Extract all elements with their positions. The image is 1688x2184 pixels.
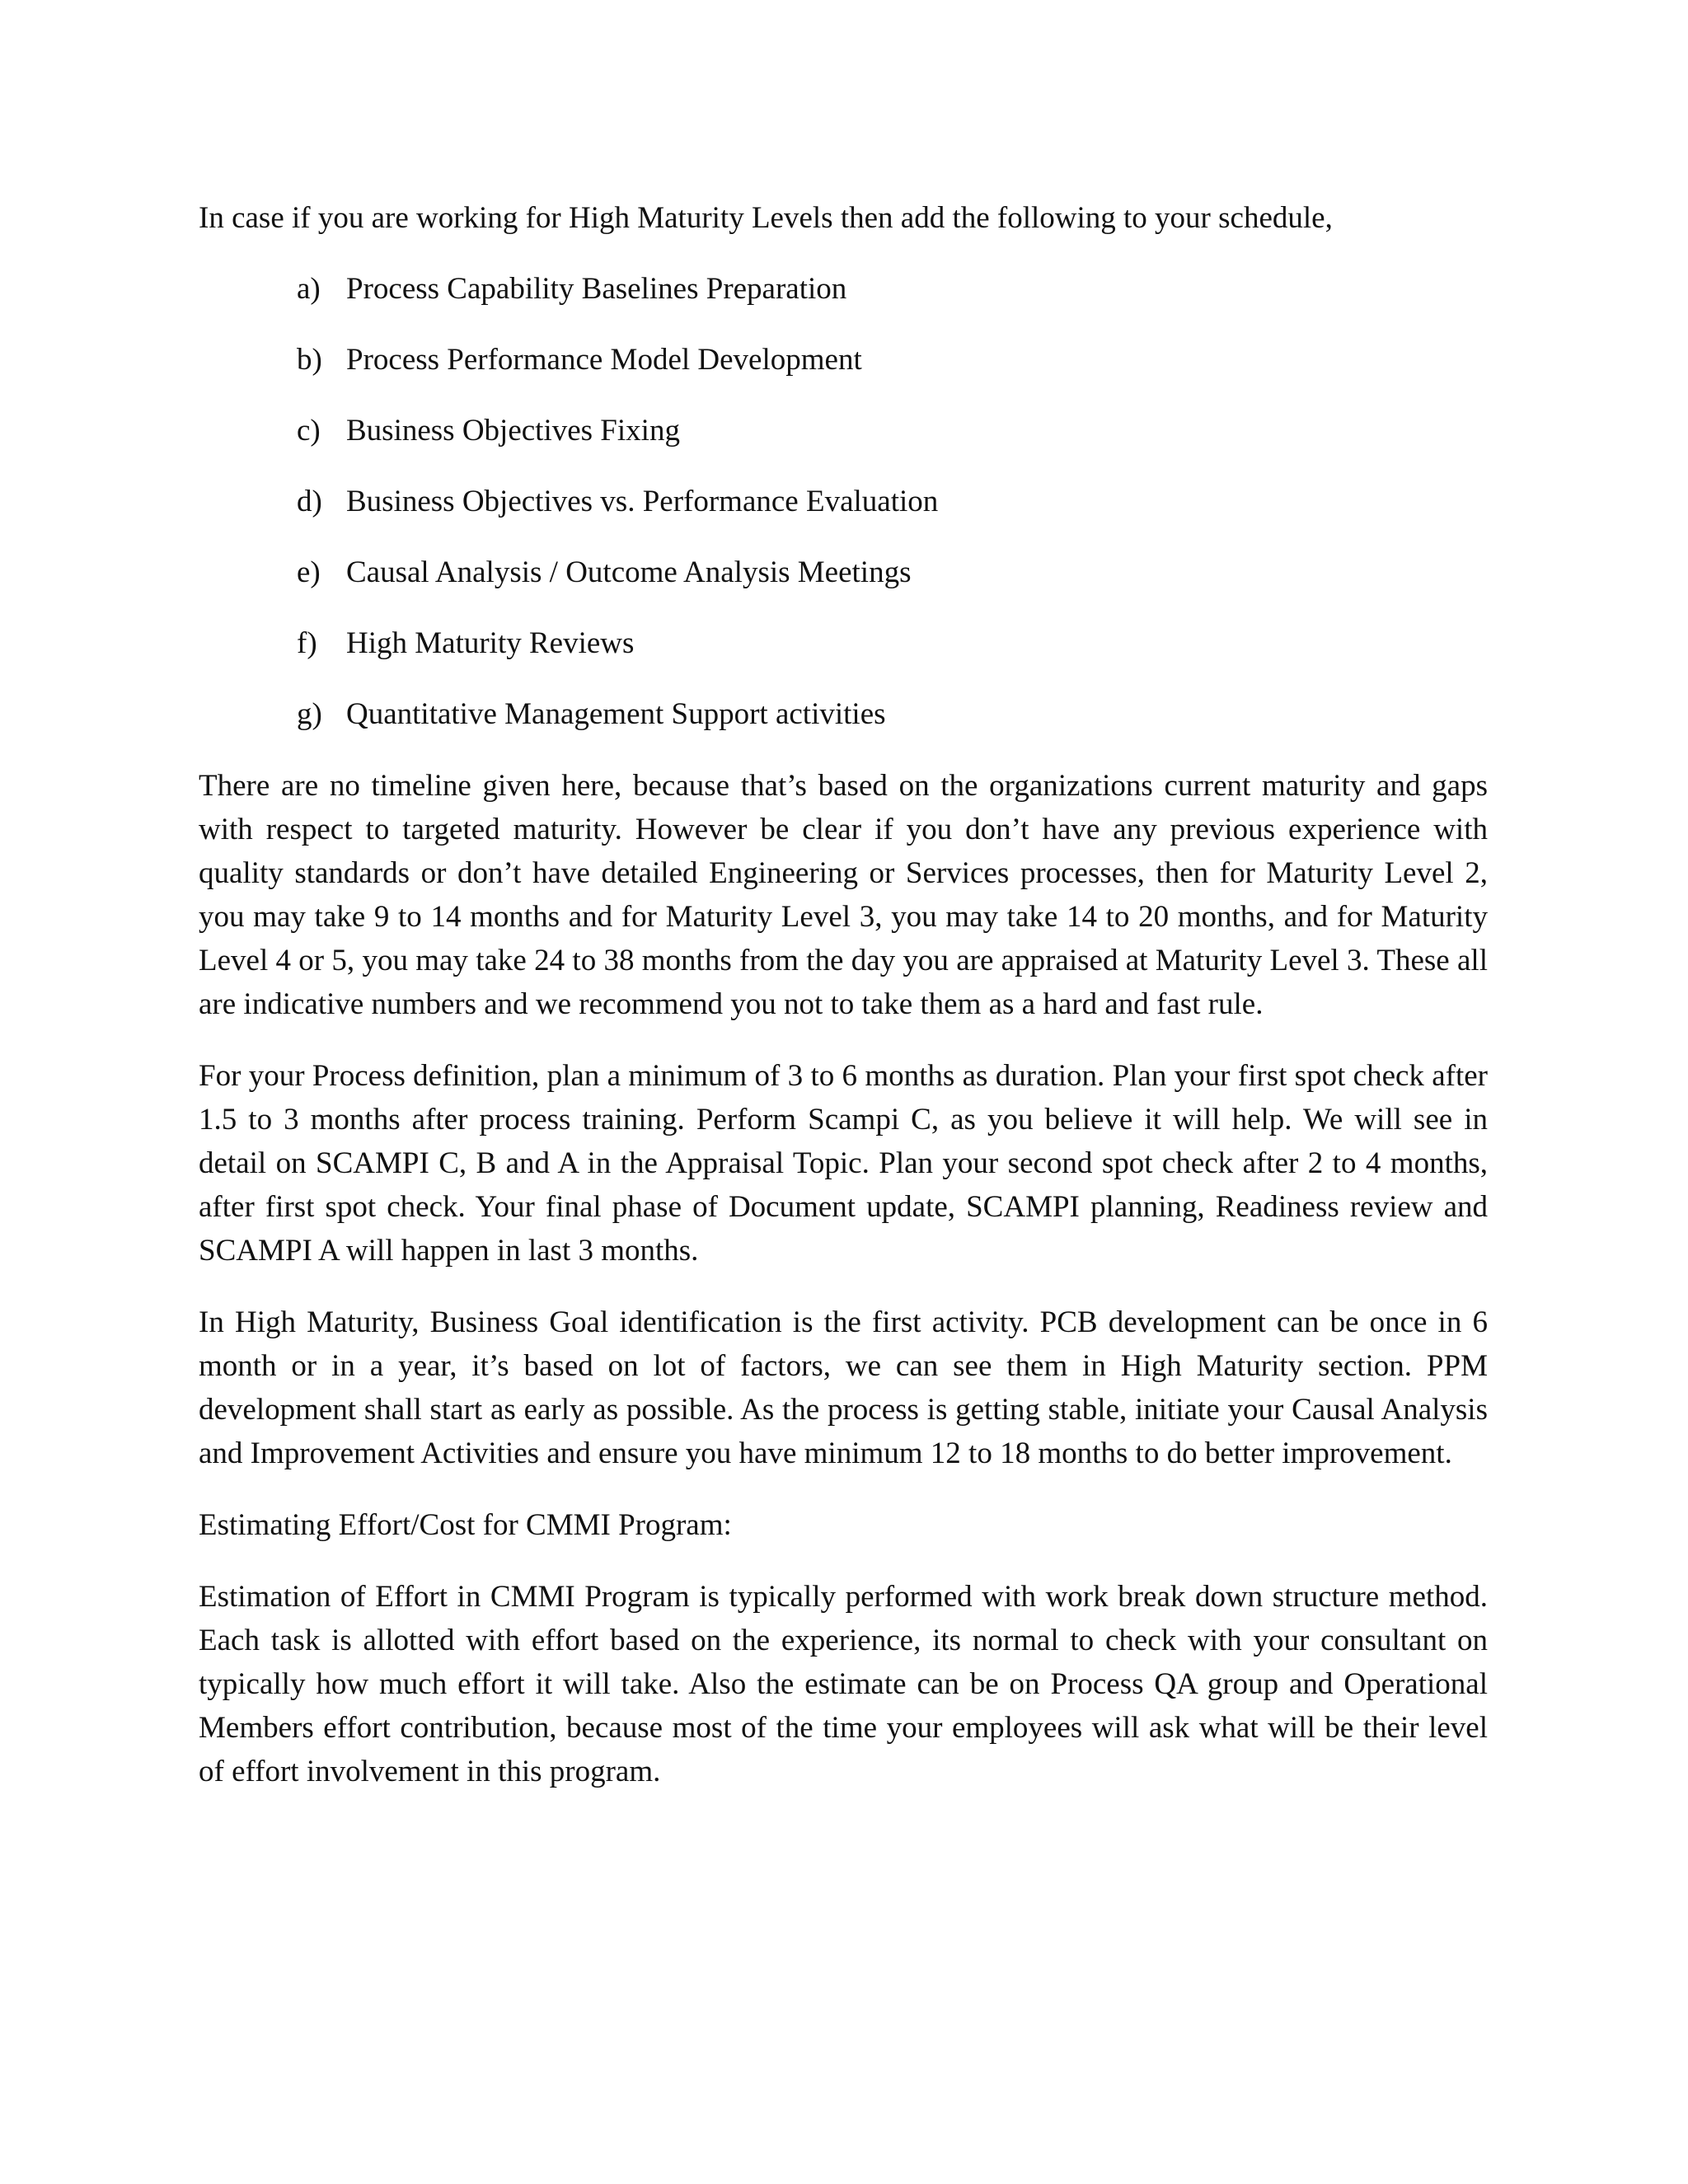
process-definition-paragraph: For your Process definition, plan a minimum of 3 to 6 months as duration. Plan your first spot check after 1.5 to 3 months after process training. Perform Scampi C, as you believe it will help. We will see in detail on SCAMPI C, B and A in the Appraisal Topic. Plan your second spot check after 2 to 4 months, after first spot check. Your final phase of Document update, SCAMPI planning, Readiness review and SCAMPI A will happen in last 3 months. — [199, 1059, 1488, 1268]
list-item — [199, 551, 1488, 594]
list-item — [199, 480, 1488, 523]
list-item — [199, 338, 1488, 382]
list-item — [199, 267, 1488, 311]
timeline-paragraph: There are no timeline given here, because that’s based on the organizations current maturity and gaps with respect to targeted maturity. However be clear if you don’t have any previous experience with quality standards or don’t have detailed Engineering or Services processes, then for Maturity Level 2, you may take 9 to 14 months and for Maturity Level 3, you may take 14 to 20 months, and for Maturity Level 4 or 5, you may take 24 to 38 months from the day you are appraised at Maturity Level 3. These all are indicative numbers and we recommend you not to take them as a hard and fast rule. — [199, 769, 1488, 1021]
list-item-text: Business Objectives vs. Performance Evaluation — [346, 485, 939, 518]
list-marker: e) — [297, 555, 321, 589]
list-item — [199, 621, 1488, 665]
list-marker: f) — [297, 626, 317, 660]
estimation-paragraph: Estimation of Effort in CMMI Program is typically performed with work break down structure method. Each task is allotted with effort based on the experience, its normal to check with your consultant on typically how much effort it will take. Also the estimate can be on Process QA group and Operational Members effort contribution, because most of the time your employees will ask what will be their level of effort involvement in this program. — [199, 1580, 1488, 1788]
list-marker: c) — [297, 414, 321, 448]
list-item-text: Business Objectives Fixing — [346, 414, 680, 448]
list-marker: g) — [297, 697, 322, 731]
list-item-text: High Maturity Reviews — [346, 626, 635, 660]
high-maturity-activity-list — [199, 267, 1488, 736]
intro-paragraph: In case if you are working for High Maturity Levels then add the following to your schedule, — [199, 201, 1333, 235]
list-marker: d) — [297, 485, 322, 518]
section-heading: Estimating Effort/Cost for CMMI Program: — [199, 1508, 732, 1542]
list-marker: a) — [297, 272, 321, 306]
high-maturity-paragraph: In High Maturity, Business Goal identification is the first activity. PCB development can be once in 6 month or in a year, it’s based on lot of factors, we can see them in High Maturity section. PPM development shall start as early as possible. As the process is getting stable, initiate your Causal Analysis and Improvement Activities and ensure you have minimum 12 to 18 months to do better improvement. — [199, 1305, 1488, 1470]
document-page — [199, 196, 1488, 1821]
list-item — [199, 692, 1488, 736]
list-item-text: Process Capability Baselines Preparation — [346, 272, 847, 306]
list-item — [199, 409, 1488, 452]
list-item-text: Process Performance Model Development — [346, 343, 862, 377]
list-item-text: Causal Analysis / Outcome Analysis Meetings — [346, 555, 912, 589]
list-marker: b) — [297, 343, 322, 377]
list-item-text: Quantitative Management Support activities — [346, 697, 886, 731]
